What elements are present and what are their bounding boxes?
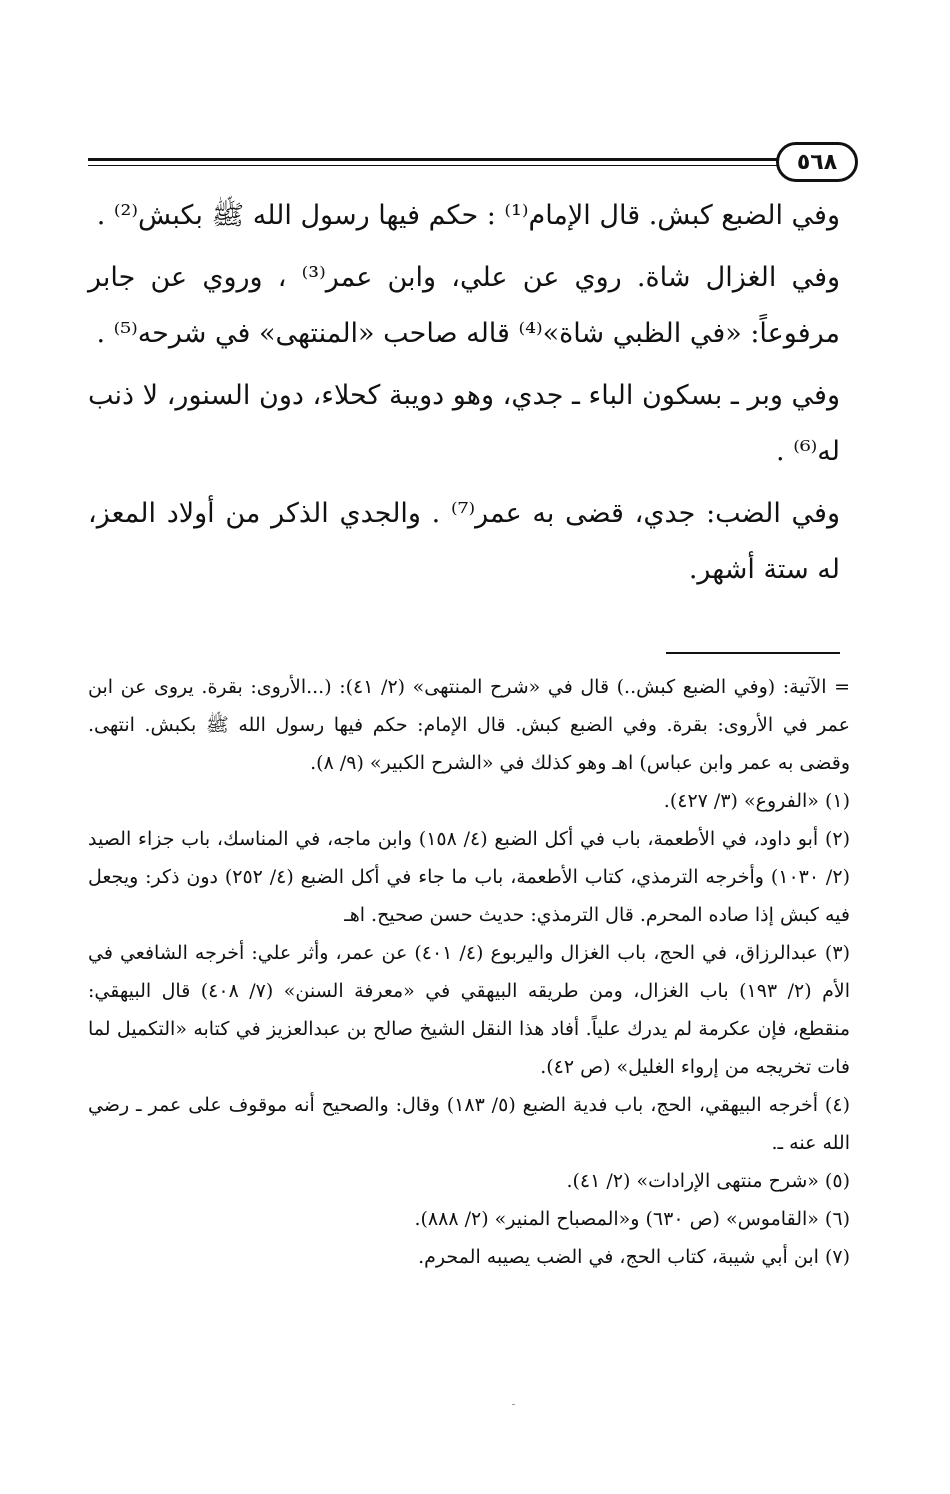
footnote-7: (٧) ابن أبي شيبة، كتاب الحج، في الضب يصيبه المحرم. xyxy=(418,1246,850,1268)
main-paragraph-3: وفي وبر ـ بسكون الباء ـ جدي، وهو دويبة كحلاء، دون السنور، لا ذنب له⁽⁶⁾ . xyxy=(88,380,840,467)
footnote-5: (٥) «شرح منتهى الإرادات» (٢/ ٤١). xyxy=(566,1170,850,1192)
main-paragraph-1: وفي الضبع كبش. قال الإمام⁽¹⁾ : حكم فيها رسول الله ﷺ بكبش⁽²⁾ . xyxy=(96,200,840,231)
footnote-4: (٤) أخرجه البيهقي، الحج، باب فدية الضبع (٥/ ١٨٣) وقال: والصحيح أنه موقوف على عمر ـ رضي الله عنه ـ. xyxy=(88,1094,850,1154)
footnote-continuation: = الآتية: (وفي الضبع كبش..) قال في «شرح المنتهى» (٢/ ٤١): (...الأروى: بقرة. يروى عن ابن عمر في الأروى: بقرة. وفي الضبع كبش. قال الإمام: حكم فيها رسول الله ﷺ بكبش. انتهى. وقضى به عمر وابن عباس) اهـ وهو كذلك في «الشرح الكبير» (٩/ ٨). xyxy=(88,676,850,774)
footnote-6: (٦) «القاموس» (ص ٦٣٠) و«المصباح المنير» (٢/ ٨٨٨). xyxy=(414,1208,850,1230)
footnote-1: (١) «الفروع» (٣/ ٤٢٧). xyxy=(663,790,850,812)
footnote-3: (٣) عبدالرزاق، في الحج، باب الغزال واليربوع (٤/ ٤٠١) عن عمر، وأثر علي: أخرجه الشافعي في الأم (٢/ ١٩٣) باب الغزال، ومن طريقه البيهقي في «معرفة السنن» (٧/ ٤٠٨) قال البيهقي: منقطع، فإن عكرمة لم يدرك علياً. أفاد هذا النقل الشيخ صالح بن عبدالعزيز في كتابه «التكميل لما فات تخريجه من إرواء الغليل» (ص ٤٢). xyxy=(88,942,850,1078)
header-rule-thin xyxy=(88,165,778,166)
main-paragraph-4: وفي الضب: جدي، قضى به عمر⁽⁷⁾ . والجدي الذكر من أولاد المعز، له ستة أشهر. xyxy=(88,498,840,585)
scan-speck xyxy=(512,1404,515,1405)
page-number: ٥٦٨ xyxy=(776,142,858,182)
footnote-2: (٢) أبو داود، في الأطعمة، باب في أكل الضبع (٤/ ١٥٨) وابن ماجه، في المناسك، باب جزاء الصيد (٢/ ١٠٣٠) وأخرجه الترمذي، كتاب الأطعمة، باب ما جاء في أكل الضبع (٤/ ٢٥٢) دون ذكر: ويجعل فيه كبش إذا صاده المحرم. قال الترمذي: حديث حسن صحيح. اهـ xyxy=(88,828,851,926)
header-rule-thick xyxy=(88,158,778,161)
main-paragraph-2: وفي الغزال شاة. روي عن علي، وابن عمر⁽³⁾ ، وروي عن جابر مرفوعاً: «في الظبي شاة»⁽⁴⁾ قاله صاحب «المنتهى» في شرحه⁽⁵⁾ . xyxy=(88,262,841,349)
footnotes xyxy=(88,668,850,1276)
main-text xyxy=(88,188,840,604)
footnote-separator xyxy=(666,652,840,654)
page-header xyxy=(88,138,858,186)
